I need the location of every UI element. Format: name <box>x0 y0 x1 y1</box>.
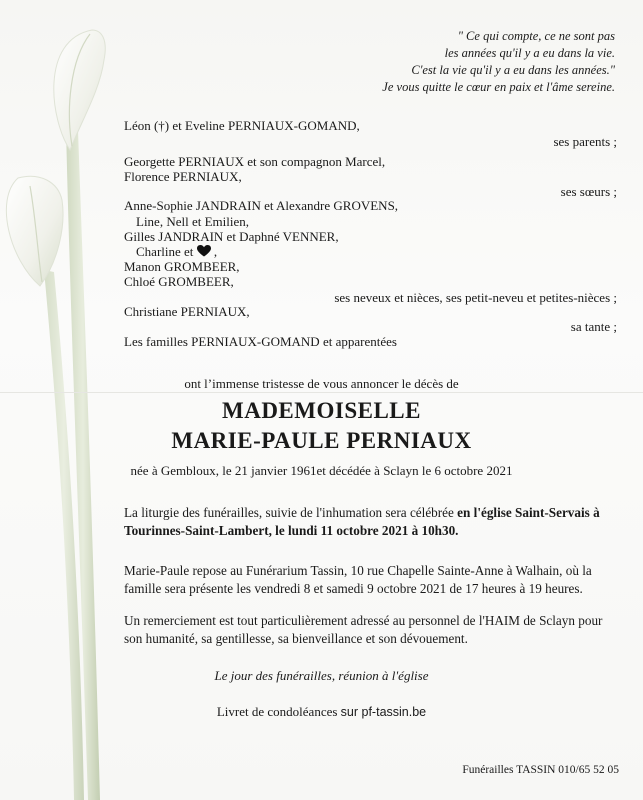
funeral-home-footer: Funérailles TASSIN 010/65 52 05 <box>462 764 619 776</box>
deceased-name: MARIE-PAULE PERNIAUX <box>171 428 472 453</box>
family-niece: Manon GROMBEER, <box>124 259 240 274</box>
family-grandchildren <box>136 244 217 260</box>
visitation-details: Marie-Paule repose au Funérarium Tassin, 10 rue Chapelle Sainte-Anne à Walhain, où la famille sera présente les vendredi 8 et samedi 9 octobre 2021 de 17 heures à 19 heures. <box>124 563 592 596</box>
condolences-label: Livret de condoléances <box>216 704 341 719</box>
family-aunt: Christiane PERNIAUX, <box>124 304 250 319</box>
grandchildren-end: , <box>213 244 218 259</box>
gathering-note: Le jour des funérailles, réunion à l'église <box>214 668 429 683</box>
family-parents: Léon (†) et Eveline PERNIAUX-GOMAND, <box>124 118 360 133</box>
family-grandchildren: Line, Nell et Emilien, <box>136 214 249 229</box>
role-parents: ses parents ; <box>553 134 617 149</box>
page-fold-line <box>0 392 643 393</box>
quote-line: C'est la vie qu'il y a eu dans les années." <box>411 63 615 77</box>
funeral-place: en l'église Saint-Servais à Tourinnes-Saint-Lambert, le lundi 11 octobre 2021 à 10h30. <box>124 505 600 538</box>
birth-death-dates: née à Gembloux, le 21 janvier 1961et décédée à Sclayn le 6 octobre 2021 <box>130 463 513 478</box>
funeral-intro: La liturgie des funérailles, suivie de l'inhumation sera célébrée <box>124 505 458 520</box>
funeral-details <box>124 504 618 540</box>
quote-line: Je vous quitte le cœur en paix et l'âme sereine. <box>382 80 615 94</box>
role-sisters: ses sœurs ; <box>560 184 617 199</box>
family-nephew: Gilles JANDRAIN et Daphné VENNER, <box>124 229 339 244</box>
condolences-line <box>0 704 643 720</box>
quote-line: les années qu'il y a eu dans la vie. <box>444 46 615 60</box>
announcement-text: ont l’immense tristesse de vous annoncer le décès de <box>184 376 459 391</box>
condolences-link[interactable]: sur pf-tassin.be <box>340 705 427 719</box>
role-aunt: sa tante ; <box>570 319 617 334</box>
role-nephews-nieces: ses neveux et nièces, ses petit-neveu et petites-nièces ; <box>334 290 617 305</box>
family-niece: Chloé GROMBEER, <box>124 274 234 289</box>
epigraph-quote <box>382 28 615 96</box>
grandchildren-names: Charline et <box>136 244 194 259</box>
deceased-title: MADEMOISELLE <box>222 398 421 423</box>
family-niece: Anne-Sophie JANDRAIN et Alexandre GROVENS, <box>124 198 399 213</box>
quote-line: " Ce qui compte, ce ne sont pas <box>457 29 615 43</box>
family-sister: Georgette PERNIAUX et son compagnon Marcel, <box>124 154 386 169</box>
family-extended: Les familles PERNIAUX-GOMAND et apparentées <box>124 334 397 349</box>
thanks-text: Un remerciement est tout particulièrement adressé au personnel de l'HAIM de Sclayn pour son humanité, sa gentillesse, sa bienveillance et son dévouement. <box>124 613 603 646</box>
family-sister: Florence PERNIAUX, <box>124 169 242 184</box>
heart-icon <box>197 245 211 257</box>
